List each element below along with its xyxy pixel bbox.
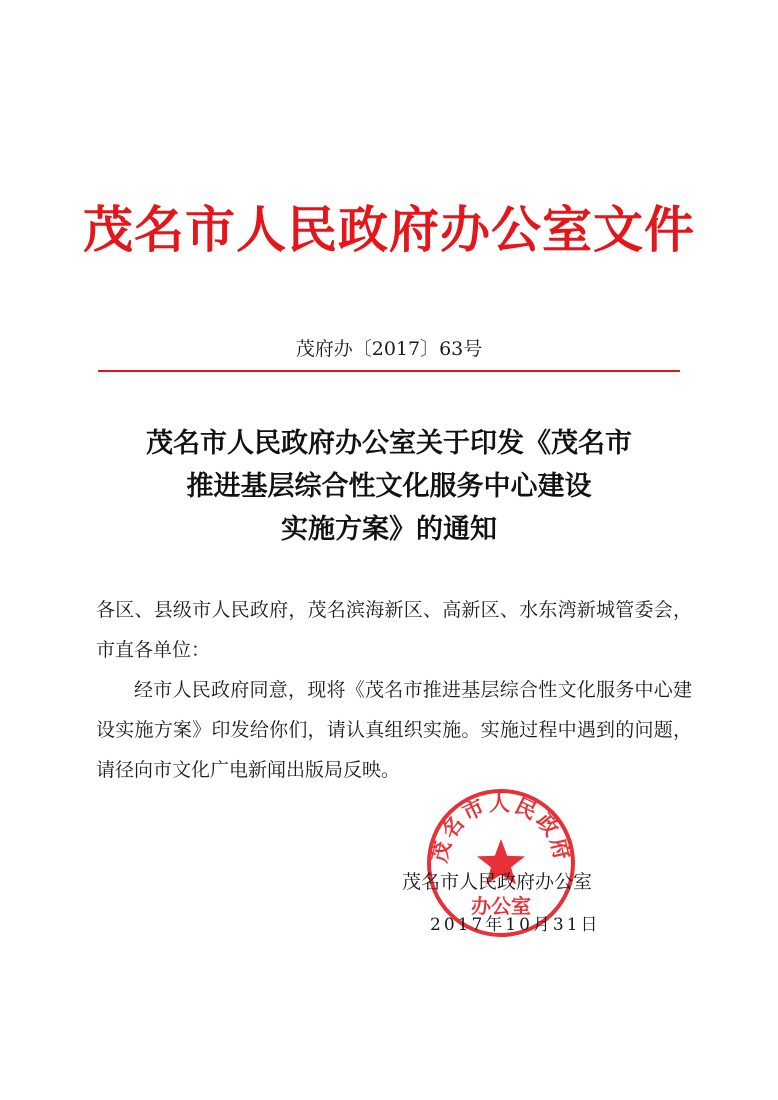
notice-title-line-3: 实施方案》的通知 <box>281 514 497 545</box>
document-number: 茂府办〔2017〕63号 <box>295 338 483 360</box>
seal-ring-text: 茂名市人民政府 <box>427 791 575 865</box>
seal-center-text: 办公室 <box>471 894 531 918</box>
notice-title <box>0 422 778 551</box>
notice-body-paragraph: 经市人民政府同意，现将《茂名市推进基层综合性文化服务中心建设实施方案》印发给你们，请认真组织实施。实施过程中遇到的问题，请径向市文化广电新闻出版局反映。 <box>96 679 692 781</box>
red-divider-line <box>98 370 680 372</box>
notice-title-line-1: 茂名市人民政府办公室关于印发《茂名市 <box>146 428 632 459</box>
issuer-signature: 茂名市人民政府办公室 <box>402 871 593 893</box>
notice-salutation: 各区、县级市人民政府，茂名滨海新区、高新区、水东湾新城管委会，市直各单位： <box>96 599 692 661</box>
issue-date: 2017年10月31日 <box>430 915 601 935</box>
document-header-title: 茂名市人民政府办公室文件 <box>83 200 695 259</box>
notice-title-line-2: 推进基层综合性文化服务中心建设 <box>186 471 592 502</box>
